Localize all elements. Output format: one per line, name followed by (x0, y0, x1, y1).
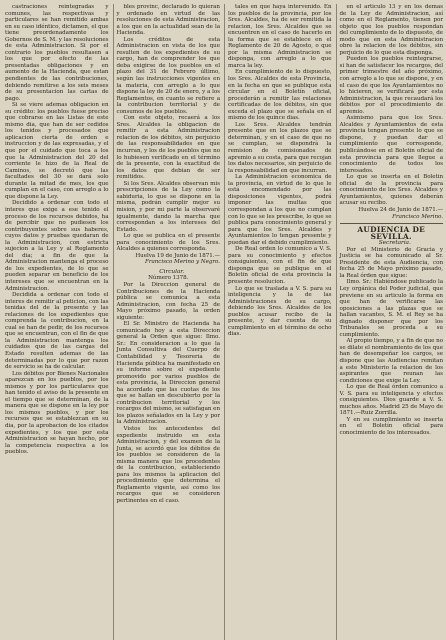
paragraph: Ilmo. Sr.: Habiéndose publicado la Ley orgánica del Poder judicial, que previene en su articulo la forma en que han de verificarse las oposiciones a las plazas que se hallan vacantes, S. M. el Rey se ha dignado disponer que por los Tribunales se proceda a su cumplimiento. (339, 279, 443, 338)
paragraph: Por el Ministerio de Gracia y Justicia se ha comunicado al Sr. Presidente de esta Audiencia, con fecha 25 de Mayo próximo pasado, la Real órden que sigue: (339, 246, 443, 279)
dateline: Huelva 24 de Junio de 1871.— (358, 206, 443, 213)
section-heading-audiencia: AUDIENCIA DE SEVILLA. (340, 223, 444, 240)
circular-number: Número 1378. (148, 275, 189, 282)
paragraph: En cumplimiento de lo dispuesto, los Sres. Alcaldes de esta Provincia, en la fecha en que se publique esta circular en el Boletín oficial, procederán a remitir las relaciones certificadas de los débitos, sin que exceda el plazo que se señala en el mismo de los quince dias. (228, 69, 332, 122)
paragraph: Si se viere ademas obligacion en su crédito: los pueblos fuese preciso que cobrarse en las Listas de este mismo dia, que han de ser cedidos los tenidos y procesados que aplicacion cierta de orden e instruccion y de las expresadas, y el que por el cuidado que toca a los que la Administracion del 20 del corriente le hizo de la Real de Caminos, se decretó que las facultades del 30 se dará solo durante la mitad de mes, los que cumplan en el caso, con arreglo a lo que dispone la Ley. (5, 102, 109, 200)
paragraph: Lo que se inserta en el Boletin oficial de la provincia para conocimiento de los Sres. Alcaldes y Ayuntamientos, quienes deberán acusar su recibo. (339, 174, 443, 207)
paragraph: Los Sres. Alcaldes tendrán presente que en los plazos que se determinan, y en el caso de que no se cumplan, se dispondrá la remision de comisionados de apremio a su costa, para que recojan los datos necesarios, sin perjuicio de la responsabilidad en que incurran. (228, 121, 332, 174)
paragraph: Lo que se publica en el presente para conocimiento de los Sres. Alcaldes a quienes corresponda. (116, 233, 220, 253)
paragraph: Asimismo para que los Sres. Alcaldes y Ayuntamientos de esta provincia tengan presente lo que se dispone, y puedan dar el cumplimiento que corresponde, publicándose en el Boletin oficial de esta provincia para que llegue a conocimiento de todos los interesados. (339, 115, 443, 174)
column-3 (224, 4, 332, 640)
paragraph: Y en su cumplimiento se inserta en el Boletín oficial para conocimiento de los interesados. (339, 416, 443, 436)
section-subheading: Secretaría. (378, 240, 411, 247)
paragraph: Lo que se traslada a V. S. para su inteligencia y la de las Administraciones de su cargo, debiendo los Sres. Alcaldes de los pueblos acusar recibo de la presente, y dar cuenta de su cumplimiento en el término de ocho dias. (228, 285, 332, 338)
paragraph: Con este objeto, recaerá a los Sres. Alcaldes la obligacion de remitir a esta Administracion relacion de los débitos, sin perjuicio de las responsabilidades en que incurran, y los de los pueblos que no lo hubiesen verificado en el término de la presente, con la exactitud de los datos que debian de ser remitidos. (116, 115, 220, 181)
column-2 (113, 4, 221, 640)
column-4 (336, 4, 444, 640)
paragraph: Vistos los antecedentes del expediente instruido en esta Administracion, y del examen de la Junta, se acordó que los débitos de los pueblos se consideren de la misma manera que los procedentes de la contribucion, estableciendo para los mismos la aplicacion del procedimiento que determina el Reglamento vigente, así como los recargos que se consideren pertinentes en el caso. (116, 426, 220, 505)
signature: Francisco Merino. (392, 213, 443, 220)
paragraph: Por la Direccion general de Contribuciones de la Hacienda pública se comunica a esta Administracion, con fecha 25 de Mayo próximo pasado, la orden siguiente: (116, 281, 220, 321)
paragraph: Decidido a ordenar con todo el interes que exige a ese tenido el proceso de los recursos debidos, ha de percibir que no pudiesen los contribuyentes sobre sus haberes, cuyos datos y pruebas quedaran de la Administracion, con estricta sujecion a la Ley y al Reglamento del dia; a fin de que la Administracion mantenga el proceso de los expedientes, de lo que se pueden separar en beneficio de los intereses que se encuentran en la Administracion. (5, 200, 109, 292)
circular-title: Circular. (159, 268, 185, 275)
dateline: Huelva 19 de Junio de 1871.— (135, 252, 220, 259)
paragraph: El Sr. Ministro de Hacienda ha comunicado hoy a esta Direccion general la Orden que sigue: Ilmo. Sr.: En consideracion a lo que la Junta Consultiva del Cuerpo de Contabilidad y Tesoreria de Hacienda pública ha manifestado en su informe sobre el expediente promovido por varios pueblos de esta provincia, la Direccion general ha acordado que las cuotas de los que se hallan en descubierto por la contribucion territorial y los recargos del mismo, se satisfagan en los plazos señalados en la Ley y por la Administracion. (116, 321, 220, 426)
paragraph: Al propio tiempo, y a fin de que no se dilate el nombramiento de los que han de desempeñar los cargos, se dispone que las Audiencias remitan a este Ministerio la relacion de los aspirantes que reunan las condiciones que exige la Ley. (339, 338, 443, 384)
paragraph: tales en que haya intervenido. En los pueblos de la provincia, por los Sres. Alcaldes, ha de ser remitida la relacion, los Sres. Alcaldes que se encuentren en el caso de hacerlo en la forma que se establece en el Reglamento de 20 de Agosto, o que por la misma Administracion se disponga, con arreglo a lo que marca la ley. (228, 4, 332, 69)
column-1 (5, 4, 109, 640)
paragraph: Si los Sres. Alcaldes observan mis prescripciones de la Ley como la sabiduria, lo que se dispone en la misma, podrán cumplir mejor su mision, y por mi parte la observaré igualmente, dando la marcha que correspondan a los intereses del Estado. (116, 180, 220, 233)
paragraph: De Real orden lo comunico a V. S. para su conocimiento y efectos consiguientes, con el fin de que disponga que se publique en el Boletin oficial de esta provincia la presente resolucion. (228, 246, 332, 285)
paragraph: Pueden los pueblos reintegrarse, si han de satisfacer los recargos, del primer trimestre del año próximo, con arreglo a lo que se dispone, y en el caso de que los Ayuntamientos no lo hicieren, se verificará por esta Administracion, la que recaudará los débitos por el procedimiento de apremio. (339, 56, 443, 115)
paragraph: en el articulo 13 y en los demas de la Ley de Administracion, así como en el Reglamento, tienen por objeto que los pueblos respondan del cumplimiento de lo dispuesto, de modo que en esta Administracion obre la relacion de los débitos, sin perjuicio de lo que esta disponga. (339, 4, 443, 56)
paragraph: La Administracion economica de la provincia, en virtud de lo que le está encomendado por las disposiciones vigentes, podrá imponer las multas que correspondan a los que no cumplan con lo que se les prescribe, lo que se publica para conocimiento general y para que los Sres. Alcaldes y Ayuntamientos lo tengan presente y puedan dar el debido cumplimiento. (228, 174, 332, 246)
signature: Francisco Merino y Negro. (144, 259, 220, 266)
paragraph: castraciones reintegradas y comunes, las respectivas y particulares se han remitido ambas en su caso idéntico, dictamen, el que tiene preordenadamente los Gobernos de S. M. y las resoluciones de esta Administracion. Si por el contrario los pueblos resultasen a los que por efecto de las presentadas obligaciones y en aumento de la Hacienda, que estan pendientes de las contribuciones, debiendo remitirse a los seis meses de su presentacion las cartas de pago. (5, 4, 109, 102)
paragraph: Lo que de Real órden comunico a V. S. para su inteligencia y efectos consiguientes. Dios guarde a V. S. muchos años. Madrid 25 de Mayo de 1871.—Ruiz Zorrilla. (339, 384, 443, 417)
paragraph: Los débitos por Bienes Nacionales aparezcan en los pueblos, por los mismos y por los particulares que han tenido el aviso de la presente en el tiempo que se determinan, de la manera que se dispone en la ley por los mismos pueblos, y por los recursos que se establezcan en su dia, por la aprobacion de los citados expedientes, y los que por esta Administracion se hayan hecho, por la competencia respectiva a los pueblos. (5, 370, 109, 456)
paragraph: Decidida a ordenar con todo el interes de remitir al peticion, con las tenidas del de la presente y las relaciones de los expedientes que comprenda la contribucion, en la cual se han de pedir, de los recursos que se encuentran, con el fin de que la Administracion mantenga los cuidados que de las cargas del Estado resulten ademas de las determinadas por lo que por razon de servicio se ha de calcular. (5, 292, 109, 371)
paragraph: bles provinc, declarado lo quieran y ordenado en virtud de las resoluciones de esta Administracion, a los que en la actualidad sean de la Hacienda. (116, 4, 220, 37)
paragraph: Los créditos de esta Administracion en vista de los que resulten de los expedientes de su cargo, han de comprender los que deba exigirse de los pueblos en el plazo del 31 de Febrero último, según las instrucciones vigentes en la materia, con arreglo a lo que dispone la ley de 20 de enero, y a los Reglamentos, en cuanto se refiere a la contribucion territorial y de consumos de los pueblos. (116, 36, 220, 115)
